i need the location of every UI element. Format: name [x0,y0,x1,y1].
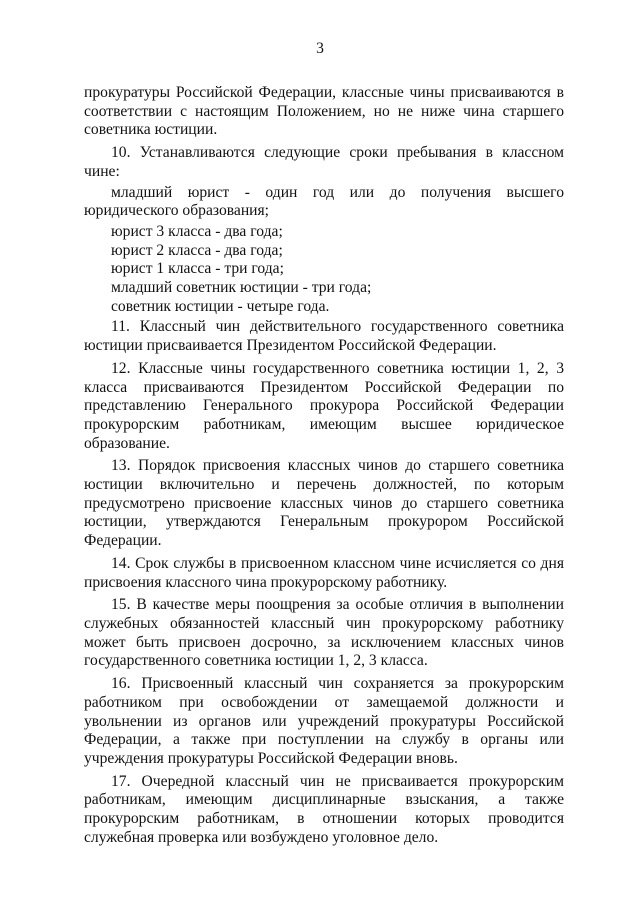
paragraph-17: 17. Очередной классный чин не присваивается прокурорским работникам, имеющим дисциплинарные взыскания, а также прокурорским работникам, в отношении которых проводится служебная проверка или возбуждено уголовное дело. [84,772,564,846]
term-junior-lawyer: младший юрист - один год или до получения высшего юридического образования; [84,183,564,220]
document-body [84,84,564,847]
paragraph-intro: прокуратуры Российской Федерации, классные чины присваиваются в соответствии с настоящим Положением, но не ниже чина старшего советника юстиции. [84,84,564,139]
page-number: 3 [316,40,324,57]
term-junior-counselor: младший советник юстиции - три года; [111,279,372,297]
paragraph-16: 16. Присвоенный классный чин сохраняется за прокурорским работником при освобождении от замещаемой должности и увольнении из органов или учреждений прокуратуры Российской Федерации, а также при поступлении на службу в органы или учреждения прокуратуры Российской Федерации вновь. [84,675,564,767]
paragraph-10: 10. Устанавливаются следующие сроки пребывания в классном чине: [84,144,564,180]
term-lawyer-2nd-class: юрист 2 класса - два года; [111,241,283,259]
term-lawyer-1st-class: юрист 1 класса - три года; [111,260,284,278]
paragraph-11: 11. Классный чин действительного государственного советника юстиции присваивается Президентом Российской Федерации. [84,318,564,355]
term-lawyer-3rd-class: юрист 3 класса - два года; [111,222,283,240]
term-counselor: советник юстиции - четыре года. [111,297,330,315]
paragraph-12: 12. Классные чины государственного советника юстиции 1, 2, 3 класса присваиваются Президентом Российской Федерации по представлению Генерального прокурора Российской Федерации прокурорским работникам, имеющим высшее юридическое образование. [84,359,564,452]
paragraph-14: 14. Срок службы в присвоенном классном чине исчисляется со дня присвоения классного чина прокурорскому работнику. [84,554,564,591]
paragraph-15: 15. В качестве меры поощрения за особые отличия в выполнении служебных обязанностей классный чин прокурорскому работнику может быть присвоен досрочно, за исключением классных чинов государственного советника юстиции 1, 2, 3 класса. [84,596,564,670]
paragraph-13: 13. Порядок присвоения классных чинов до старшего советника юстиции включительно и перечень должностей, по которым предусмотрено присвоение классных чинов до старшего советника юстиции, утверждаются Генеральным прокурором Российской Федерации. [84,457,564,550]
